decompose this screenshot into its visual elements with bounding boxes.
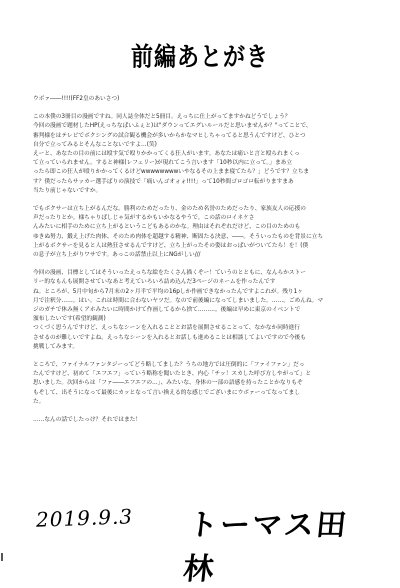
page-title: 前編あとがき [130,43,269,73]
text-line: たんですけど、初めて「エフエフ」っていう略称を聞いたとき、内心「チッ！スカした呼び方しやがって」と [33,371,312,378]
text-line: させるのが難しいですよね。えっちなシーンを入れるとお話しも進めることは相談してよいですので今後も [33,334,306,341]
text-line: 今回の漫画、目標としてはそういったえっちな絵をたくさん描くぞー！ていうのとともに、なんらかストー [33,270,306,277]
text-line: ジのガチで休み無くアホみたいに時間かけて作画してるから捨て………。後編は早めに東京のイベントで [33,307,301,314]
paragraph [33,416,375,425]
text-line: 審判様をはテレビでボクシングの試合観る機会が多いからかなマヒしちゃってると思うんですけど、ひとつ [33,132,306,139]
paragraph [33,269,375,352]
text-line: ところで、ファイナルファンタジーってどう略してました？うちの地方では圧倒的に「ファイファン」だっ [33,362,305,369]
signature-block [35,500,376,587]
paragraph [33,113,375,196]
text-line: 上がるボクサーを見ると人は熱狂させるんですけど、立ち上がったその姿はおっぱいがついてたら！を！(僕 [33,242,309,249]
text-line: リー的なもんも展開させていなあと考えていろいろ詰め込んだ3ページのネームを作ったんです [33,279,276,286]
text-line: 声だったりとか。様ちゃりばしじゃ気がするかもいかなるやうで。この話のロイネケさ [33,215,255,222]
text-line: 当たり前じゃないですか。 [33,187,102,194]
text-line: 頒布したいです(希望的観測) [33,316,106,323]
paragraph [33,205,375,260]
text-line: ウボァ――!!!!(FF2皇のあいさつ) [33,96,120,102]
text-line: つくづく思うんですけど、えっちなシーンを入れることとお話を展開させることって、なかなか同時進行 [33,325,300,332]
text-line: す？僕だったらサッカー選手ばりの演技で「痛いんゴオォォ!!!!」って10秒間ゴロゴロ転がりますまあ [33,178,294,185]
text-line: えーと、あなたの目の前には殴す気で殴りかかってくる狂人がいます。あなたは痛いと言と殴られまくっ [33,151,300,158]
signature-date: 2019.9.3 [35,504,134,532]
text-line: 思いました。次回からは「ファ――エフエフの…」、みたいな、身体の一部の語感を持ったことかなりもぞ [33,380,303,387]
text-line: ゆきぬ努力、鍛え上げた肉体、そのため肉体を超越する精神、断固たる決意、――。そういったものを背景に立ち [33,233,324,240]
page-edge-mark [1,553,3,561]
text-line: た。 [33,398,45,405]
signature-name: トーマス田林 [181,508,350,587]
text-line: この本僕の3冊目の漫画ですね。同人誌全体だと5冊目。えっちに仕上がってますかねどうでしょう？ [33,114,291,121]
text-line: ね。ところが、5月中旬から7月末の2ヶ月半で平均の16pしか作画できなかったんですよこれが。残り1ヶ [33,288,303,295]
text-line: ……なんの話でしたっけ？それではまた！ [33,417,142,424]
text-line: 月で注釈分……。はい。これは時間に合わないヤツだ。なので前後編になってしまいました。……。ごめんね。マ [33,297,324,304]
afterword-body [33,95,375,434]
paragraph [33,361,375,407]
text-line: 自分で立ってみるとそんなことないですよ…(笑) [33,141,157,148]
text-line: の息子が立ち上がりワサです。あっこの話禁止以上にNGがしい/// [33,252,201,259]
text-line: 今回の漫画で題材したHP(えっちなぱいふぇと)は"ダウンってエグいルールだと思いませんか？"ってことで、 [33,123,312,130]
text-line: て立っていられません。すると神様(レフェリー)が現れてこう言います「10秒以内に立って。」まあ立 [33,160,293,167]
text-line: もぞして、出そうになって最後にカッとなって言い換える的な感じでございまにウボァーってなってまし [33,389,300,396]
text-line: んみたいに相手のために立ち上がるというこどもあるのかな。理由はそれぞれだけど、この目のためのも [33,224,301,231]
text-line: ったら即この狂人が殴りかかってくるけどwwwwwwwwいやなるその上まま寝てたら？」どうです？立ちま [33,169,310,176]
paragraph [33,95,375,104]
text-line: 挑戦してみます。 [33,343,79,350]
text-line: でもボクサーは立ち上がるんだな。勝利のためだったり、金のため名誉のためだったり、家族友人の応援の [33,206,306,213]
